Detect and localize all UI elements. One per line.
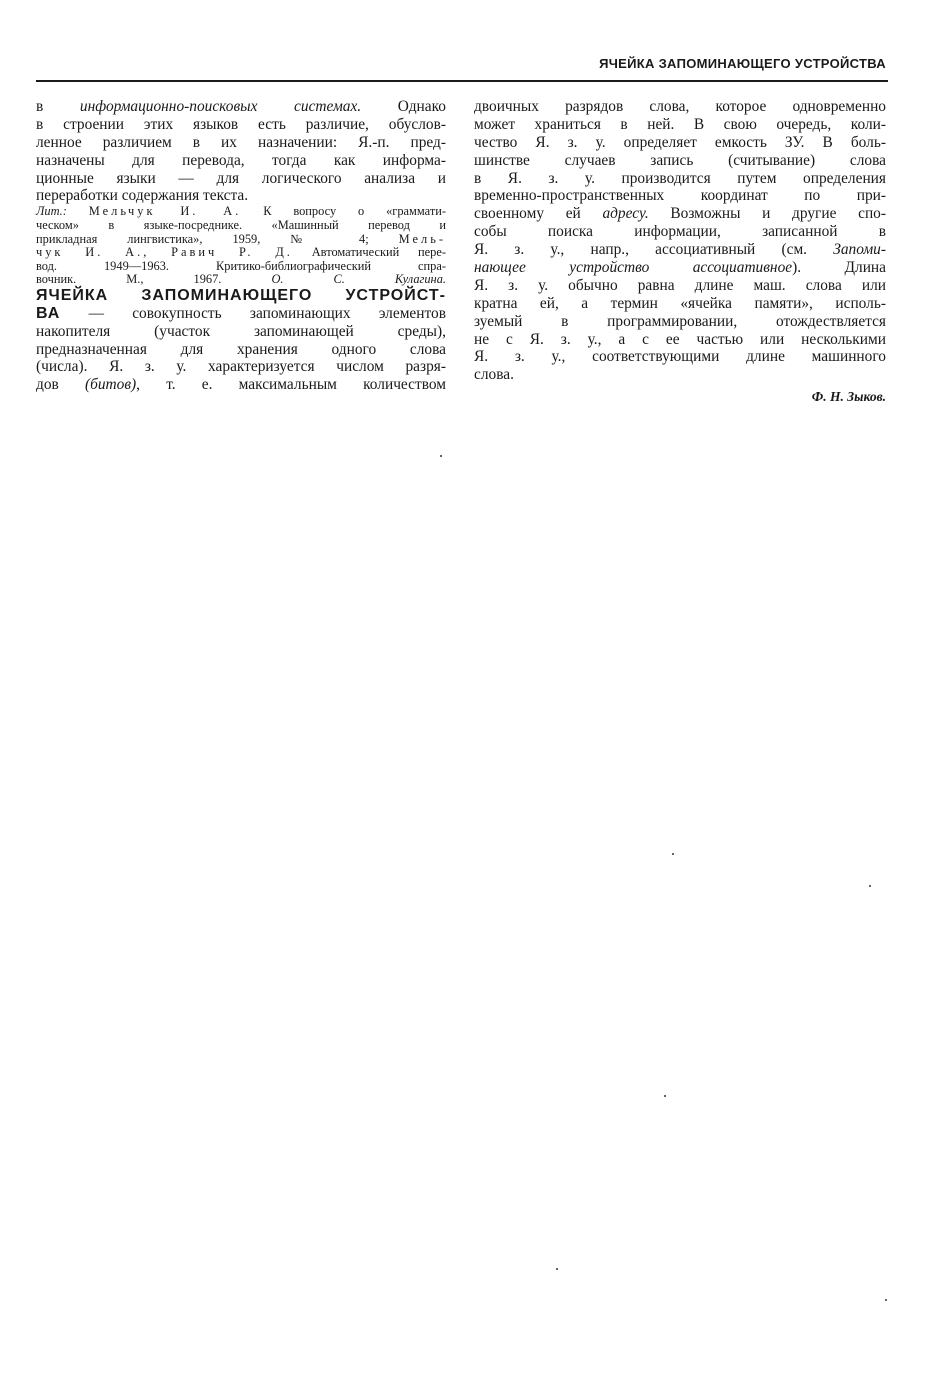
literature-author-sign: О. С. Кулагина.	[271, 272, 446, 287]
right-column	[474, 98, 886, 406]
text-line: в Я. з. у. производится путем определения	[474, 169, 886, 187]
text-line: зуемый в программировании, отождествляется	[474, 312, 886, 330]
text-line: дов (битов), т. е. максимальным количеством	[36, 376, 447, 394]
text-line: в информационно-поисковых системах. Однако	[36, 98, 446, 115]
text-line: кратна ей, а термин «ячейка памяти», исполь-	[474, 294, 886, 312]
text-line: ционные языки — для логического анализа и	[36, 169, 446, 187]
entry-title: ЯЧЕЙКА ЗАПОМИНАЮЩЕГО УСТРОЙСТ-	[36, 286, 446, 304]
literature-line: вод. 1949—1963. Критико-библиографический спра-	[36, 258, 446, 273]
scan-speck	[672, 853, 674, 855]
entry-title-line	[36, 287, 446, 305]
left-column	[36, 98, 446, 394]
scan-speck	[440, 455, 442, 457]
text-line: ленное различием в их назначении: Я.-п. пред-	[36, 133, 446, 151]
literature-line: чук И. А., Равич Р. Д. Автоматический пере-	[36, 245, 447, 260]
text-line: слова.	[474, 366, 514, 384]
scan-speck	[885, 1299, 887, 1301]
scan-speck	[556, 1268, 558, 1270]
text-line: шинстве случаев запись (считывание) слова	[474, 151, 886, 169]
text-line: временно-пространственных координат по при-	[474, 187, 886, 205]
literature-line: ческом» в языке-посреднике. «Машинный перевод и	[36, 217, 446, 232]
header-rule	[36, 80, 888, 82]
text-line: не с Я. з. у., а с ее частью или несколькими	[474, 330, 886, 348]
text-line: назначены для перевода, тогда как информа-	[36, 151, 446, 169]
text-line: может храниться в ней. В свою очередь, коли-	[474, 115, 886, 133]
literature-line: вочник. М., 1967. О. С. Кулагина.	[36, 272, 446, 287]
text-line: собы поиска информации, записанной в	[474, 223, 886, 241]
running-head: ЯЧЕЙКА ЗАПОМИНАЮЩЕГО УСТРОЙСТВА	[599, 56, 886, 71]
text-line: своенному ей адресу. Возможны и другие спо-	[474, 205, 886, 223]
text-line: (числа). Я. з. у. характеризуется числом разря-	[36, 358, 446, 376]
text-line: чество Я. з. у. определяет емкость ЗУ. В боль-	[474, 133, 886, 151]
text-line: предназначенная для хранения одного слова	[36, 340, 446, 358]
text-line: Я. з. у., напр., ассоциативный (см. Запоми-	[474, 241, 886, 259]
text-line: Я. з. у., соответствующими длине машинного	[474, 348, 886, 366]
literature-line: прикладная лингвистика», 1959, № 4; Мель-	[36, 231, 446, 246]
text-line: Я. з. у. обычно равна длине маш. слова или	[474, 276, 886, 294]
literature-block	[36, 205, 446, 287]
text-line: переработки содержания текста.	[36, 187, 249, 205]
scan-speck	[869, 885, 871, 887]
literature-line: Лит.: Мельчук И. А. К вопросу о «граммати-	[36, 204, 447, 219]
scan-speck	[664, 1095, 666, 1097]
text-line: ВА — совокупность запоминающих элементов	[36, 304, 446, 322]
text-line: накопителя (участок запоминающей среды),	[36, 322, 446, 340]
text-line: нающее устройство ассоциативное). Длина	[474, 259, 886, 277]
text-line: двоичных разрядов слова, которое одновременно	[474, 98, 886, 115]
author-signature: Ф. Н. Зыков.	[811, 389, 886, 405]
text-line: в строении этих языков есть различие, обуслов-	[36, 115, 446, 133]
